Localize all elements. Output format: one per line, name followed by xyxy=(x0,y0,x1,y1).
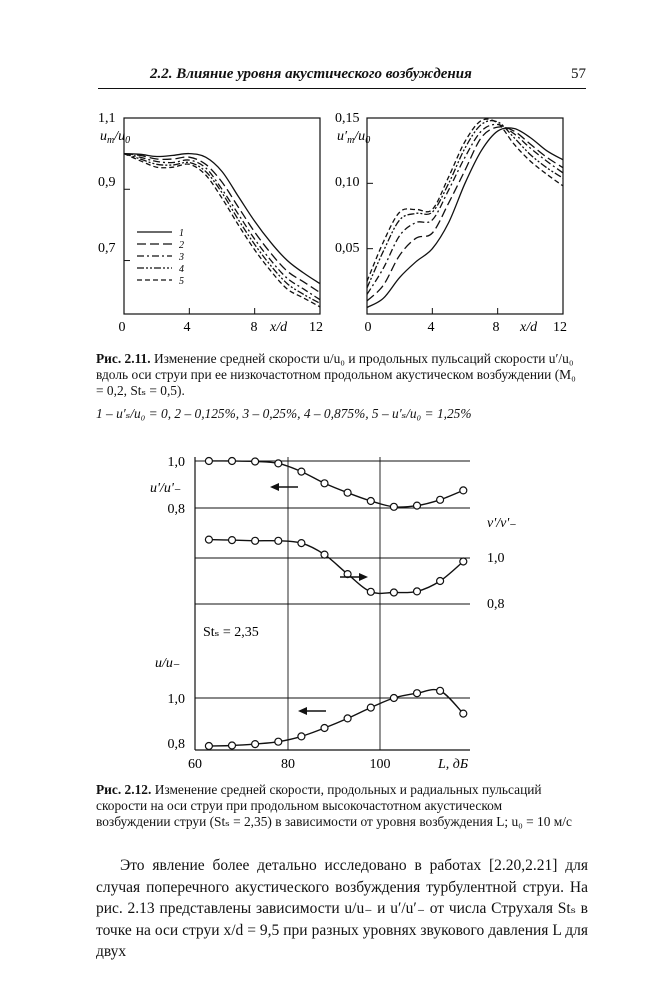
running-header: 2.2. Влияние уровня акустического возбуждения xyxy=(150,66,472,82)
fig212-ylabel-bottom: u/u₋ xyxy=(155,656,181,671)
fig212-point-2-4 xyxy=(298,733,305,740)
legend-num-4: 4 xyxy=(179,264,184,275)
fig212-point-0-9 xyxy=(414,502,421,509)
fig211-left-frame xyxy=(124,118,320,314)
fig212-curve-1 xyxy=(209,540,463,594)
fig212-point-2-11 xyxy=(460,710,467,717)
fig211-left-chart xyxy=(98,111,323,335)
fig212-point-0-10 xyxy=(437,496,444,503)
fig211-right-xtick-4: 4 xyxy=(427,320,435,335)
fig211-caption-text: Изменение средней скорости u/u₀ и продольных пульсаций скорости u′/u₀ вдоль оси струи при ее низкочастотном продольном акустическом возбуждении (M₀ = 0,2, Stₛ = 0,5). xyxy=(96,351,576,398)
fig212-point-1-9 xyxy=(414,588,421,595)
fig212-ylabel-top: u'/u'₋ xyxy=(150,481,182,496)
fig211-right-series-2 xyxy=(367,127,563,301)
fig212-ytick-bottom-08: 0,8 xyxy=(167,737,185,752)
fig212-xlabel: L, дБ xyxy=(438,757,469,772)
fig211-right-ytick-top: 0,15 xyxy=(335,111,360,126)
fig212-point-1-7 xyxy=(367,588,374,595)
fig212-point-2-7 xyxy=(367,704,374,711)
legend-num-5: 5 xyxy=(179,276,184,287)
fig212-strouhal-annotation: Stₛ = 2,35 xyxy=(203,625,259,640)
fig211-left-xtick-8: 8 xyxy=(250,320,258,335)
fig212-grid xyxy=(195,457,470,750)
fig212-point-2-0 xyxy=(205,743,212,750)
fig212-ylabel-right: v'/v'₋ xyxy=(487,516,517,531)
fig211-right-ytick-mid: 0,10 xyxy=(335,175,360,190)
fig212-ytick-right-08: 0,8 xyxy=(487,597,505,612)
fig211-legend xyxy=(137,228,184,287)
fig212-point-2-3 xyxy=(275,738,282,745)
fig212-xtick-100: 100 xyxy=(369,757,391,772)
fig212-ytick-top-08: 0,8 xyxy=(167,502,185,517)
fig212-point-1-0 xyxy=(205,536,212,543)
fig211-right-xtick-12: 12 xyxy=(553,320,567,335)
fig211-left-ylabel: $u_m/u_0$ xyxy=(100,129,131,146)
fig212-point-2-5 xyxy=(321,725,328,732)
fig212-point-2-8 xyxy=(390,695,397,702)
fig211-right-xtick-0: 0 xyxy=(364,320,372,335)
fig211-right-series-4 xyxy=(367,121,563,288)
fig212-point-0-8 xyxy=(390,503,397,510)
fig211-caption-label: Рис. 2.11. xyxy=(96,351,151,366)
fig212-chart xyxy=(150,455,517,772)
fig211-legend-text: 1 – u′ₛ/u₀ = 0, 2 – 0,125%, 3 – 0,25%, 4 – 0,875%, 5 – u′ₛ/u₀ = 1,25% xyxy=(96,406,472,421)
fig212-point-0-7 xyxy=(367,498,374,505)
fig212-ytick-top-1: 1,0 xyxy=(167,455,185,470)
fig211-left-ytick-low: 0,7 xyxy=(98,241,116,256)
fig211-right-ylabel: $u'_m/u_0$ xyxy=(337,129,371,146)
fig211-left-series-1 xyxy=(124,154,320,284)
fig212-point-1-5 xyxy=(321,551,328,558)
fig212-point-2-10 xyxy=(437,687,444,694)
fig211-left-ytick-top: 1,1 xyxy=(98,111,116,126)
fig211-caption xyxy=(96,351,576,399)
fig212-curve-0 xyxy=(209,461,463,507)
arrow-left-top xyxy=(270,483,298,491)
fig211-right-series-3 xyxy=(367,124,563,294)
fig211-left-xtick-4: 4 xyxy=(183,320,191,335)
fig212-point-1-11 xyxy=(460,558,467,565)
fig212-point-0-11 xyxy=(460,487,467,494)
fig212-ytick-bottom-1: 1,0 xyxy=(167,692,185,707)
body-paragraph xyxy=(96,855,588,963)
fig211-left-xtick-0: 0 xyxy=(118,320,126,335)
fig212-point-1-4 xyxy=(298,540,305,547)
fig212-point-1-1 xyxy=(229,537,236,544)
fig212-point-2-1 xyxy=(229,742,236,749)
arrow-left-bottom xyxy=(298,707,326,715)
fig212-point-0-2 xyxy=(252,458,259,465)
fig211-left-xtick-12: 12 xyxy=(309,320,323,335)
fig211-left-series-5 xyxy=(124,154,320,307)
legend-num-3: 3 xyxy=(179,252,184,263)
fig212-point-1-8 xyxy=(390,589,397,596)
fig212-xtick-80: 80 xyxy=(281,757,295,772)
fig212-xtick-60: 60 xyxy=(188,757,202,772)
fig212-point-0-1 xyxy=(229,458,236,465)
fig211-right-series-5 xyxy=(367,119,563,281)
fig212-ytick-right-1: 1,0 xyxy=(487,551,505,566)
fig211-left-xlabel: x/d xyxy=(270,320,288,335)
fig212-point-0-5 xyxy=(321,480,328,487)
fig212-point-0-3 xyxy=(275,460,282,467)
fig211-left-series-3 xyxy=(124,154,320,300)
fig212-point-1-2 xyxy=(252,537,259,544)
page-number: 57 xyxy=(571,66,586,82)
fig212-caption-label: Рис. 2.12. xyxy=(96,782,152,797)
fig212-point-1-10 xyxy=(437,578,444,585)
fig211-right-xlabel: x/d xyxy=(520,320,538,335)
fig211-right-xtick-8: 8 xyxy=(492,320,500,335)
body-paragraph-text: Это явление более детально исследовано в работах [2.20,2.21] для случая поперечного акустического возбуждения турбулентной струи. На рис. 2.13 представлены зависимости u/u₋ и u′/u′₋ от числа Струхаля Stₛ в точке на оси струи x/d = 9,5 при разных уровнях звукового давления L для двух xyxy=(96,857,588,961)
fig211-right-chart xyxy=(335,111,567,335)
fig212-point-0-0 xyxy=(205,458,212,465)
fig211-left-series-2 xyxy=(124,154,320,293)
legend-num-1: 1 xyxy=(179,228,184,239)
fig212-caption-text: Изменение средней скорости, продольных и радиальных пульсаций скорости на оси струи при продольном высокочастотном акустическом возбуждении струи (Stₛ = 2,35) в зависимости от уровня возбуждения L; u₀ = 10 м/с xyxy=(96,782,572,829)
fig211-left-ytick-mid: 0,9 xyxy=(98,175,116,190)
fig211-right-series-1 xyxy=(367,128,563,308)
fig212-caption xyxy=(96,782,576,830)
fig212-point-2-2 xyxy=(252,741,259,748)
fig212-point-1-3 xyxy=(275,537,282,544)
fig212-point-0-4 xyxy=(298,468,305,475)
fig211-right-ytick-low: 0,05 xyxy=(335,241,360,256)
fig212-point-0-6 xyxy=(344,489,351,496)
fig212-point-2-6 xyxy=(344,715,351,722)
fig212-point-2-9 xyxy=(414,690,421,697)
legend-num-2: 2 xyxy=(179,240,184,251)
